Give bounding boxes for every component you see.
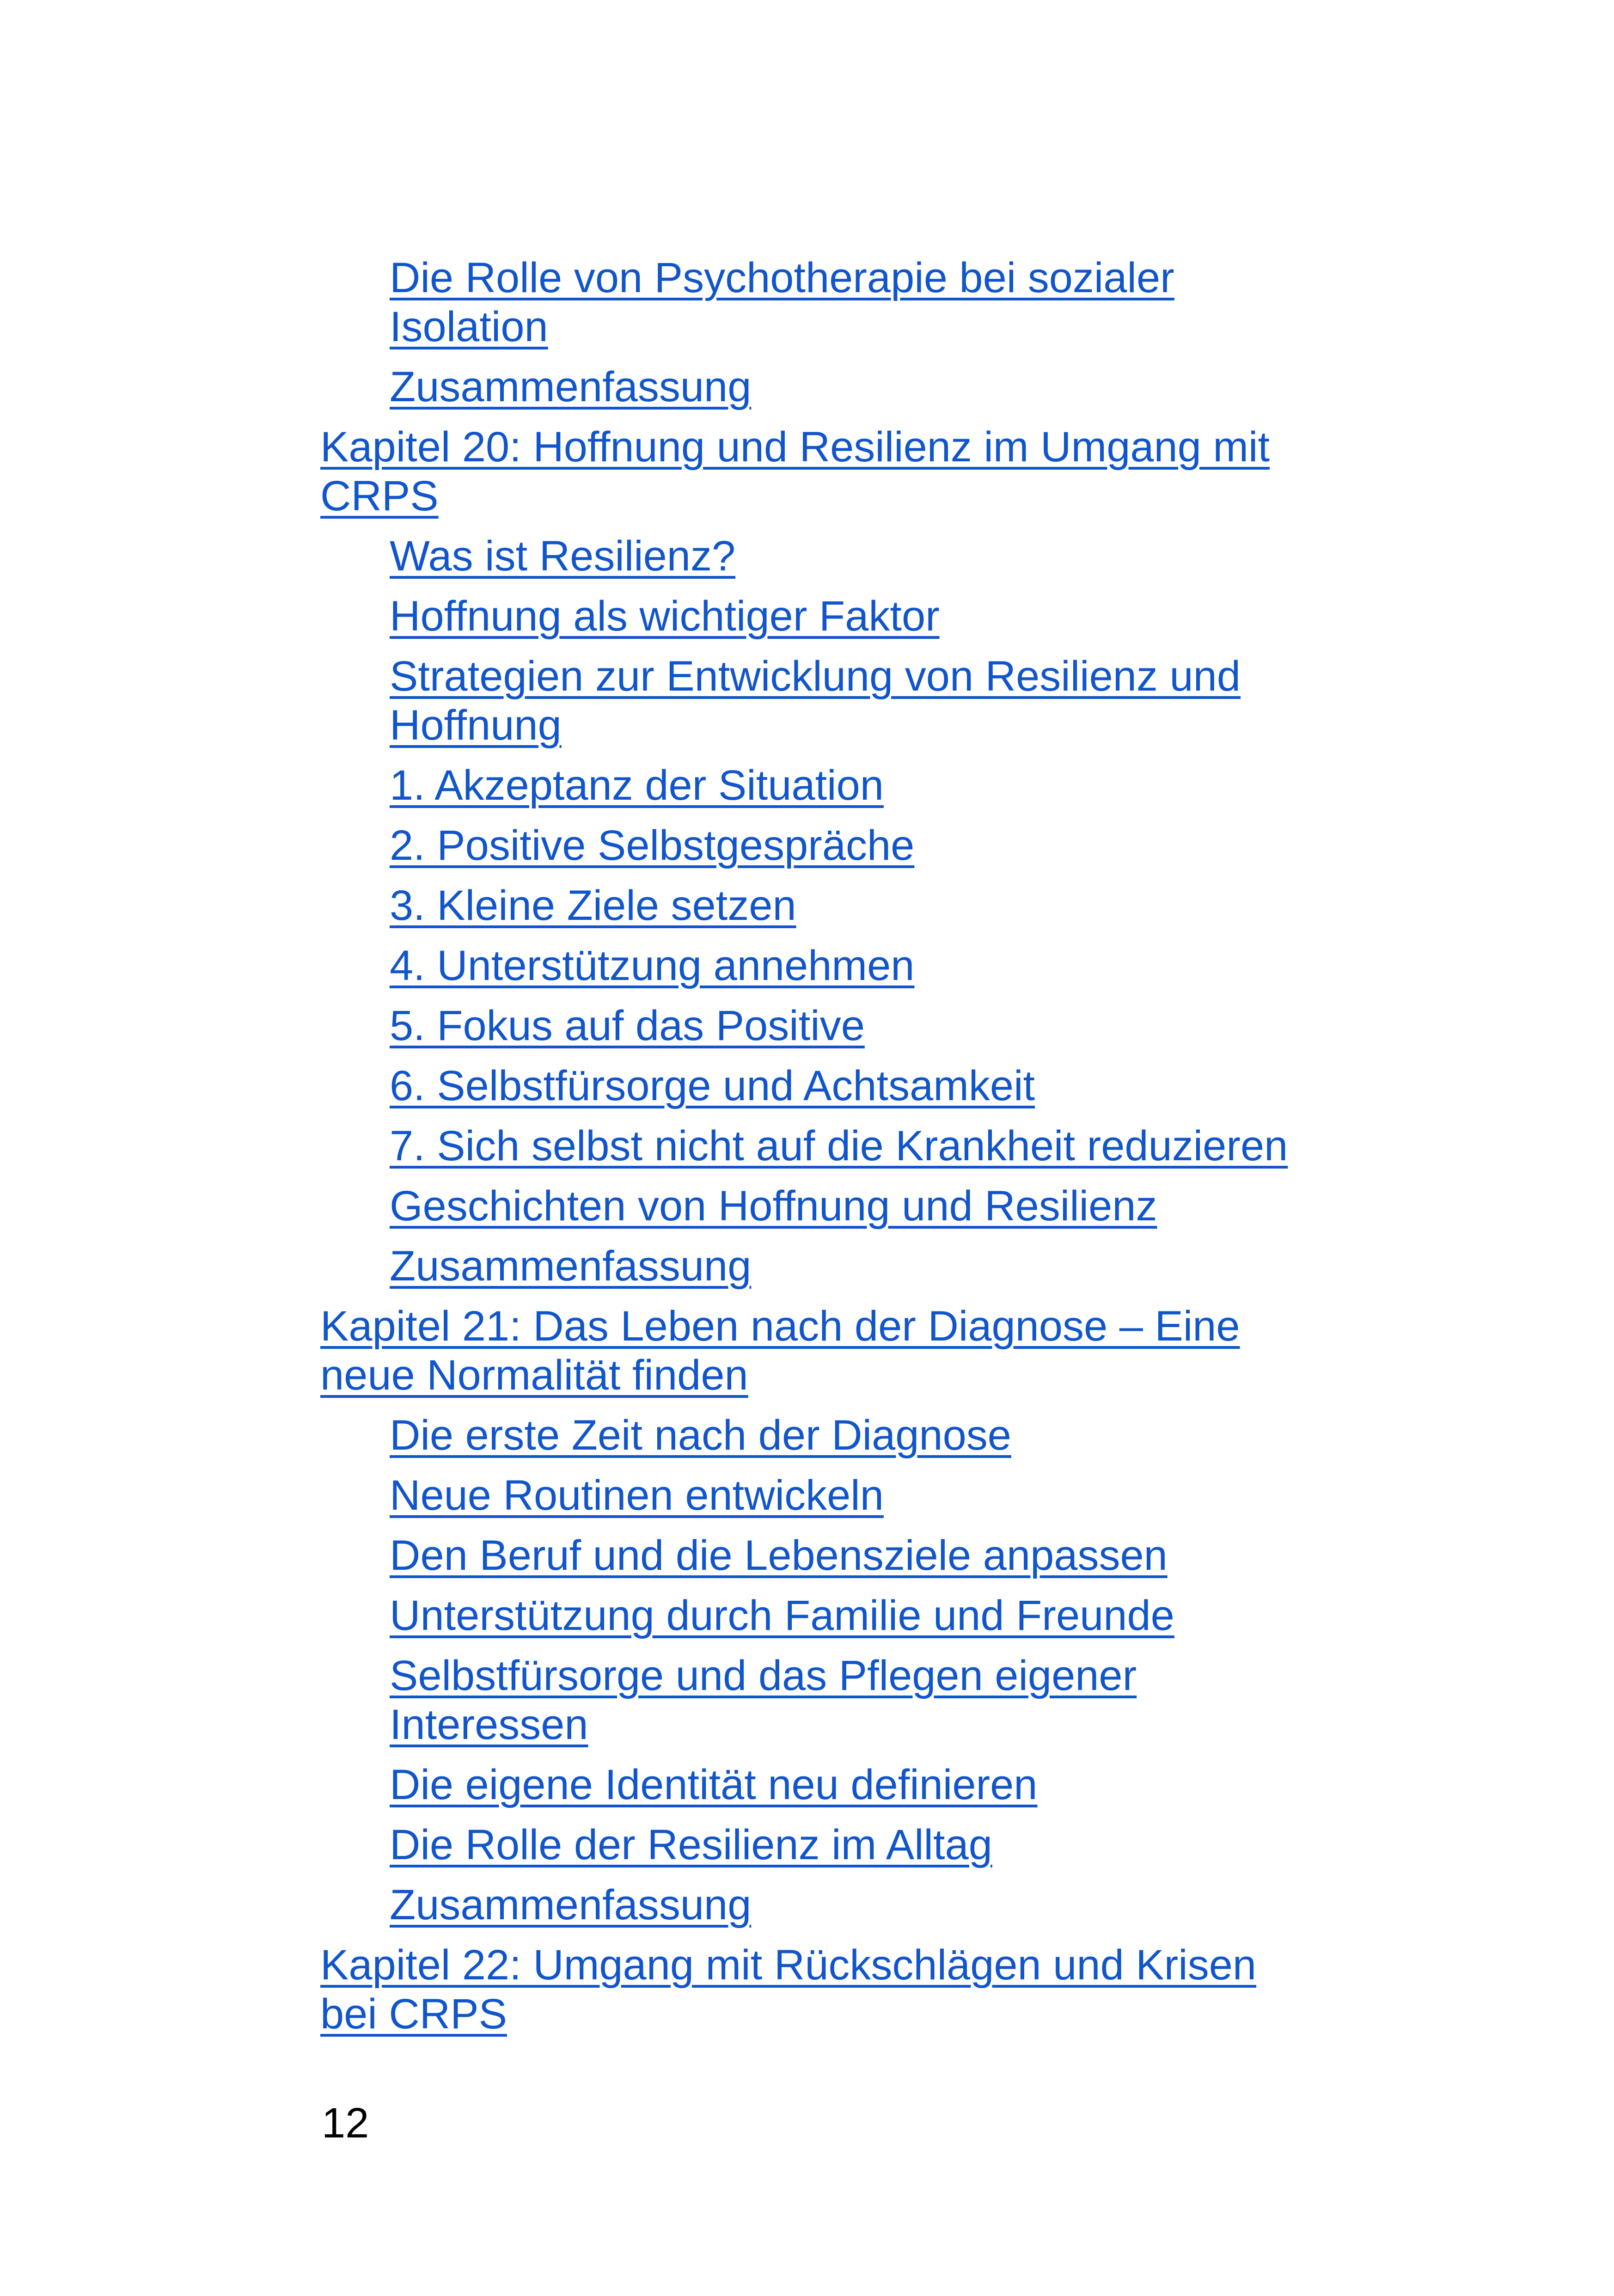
toc-entry-line: Die Rolle von Psychotherapie bei sozialer bbox=[390, 254, 1174, 301]
toc-chapter-link[interactable] bbox=[320, 1302, 1614, 1400]
toc-entry-line: Neue Routinen entwickeln bbox=[390, 1472, 884, 1519]
table-of-contents bbox=[0, 253, 1614, 2050]
toc-entry-line: 3. Kleine Ziele setzen bbox=[390, 882, 796, 929]
toc-entry-line: Hoffnung bbox=[390, 702, 562, 749]
toc-section-link[interactable] bbox=[390, 941, 1614, 990]
toc-section-link[interactable] bbox=[390, 1651, 1614, 1749]
toc-entry-line: Kapitel 20: Hoffnung und Resilienz im Umgang mit bbox=[320, 423, 1270, 471]
toc-section-link[interactable] bbox=[390, 362, 1614, 411]
toc-section-link[interactable] bbox=[390, 821, 1614, 870]
toc-entry-line: Den Beruf und die Lebensziele anpassen bbox=[390, 1532, 1168, 1579]
toc-section-link[interactable] bbox=[390, 1001, 1614, 1050]
toc-entry-line: CRPS bbox=[320, 472, 439, 520]
toc-section-link[interactable] bbox=[390, 1531, 1614, 1580]
toc-entry-line: Isolation bbox=[390, 303, 548, 350]
toc-section-link[interactable] bbox=[390, 1182, 1614, 1231]
toc-entry-line: 5. Fokus auf das Positive bbox=[390, 1002, 865, 1049]
toc-entry-line: Was ist Resilienz? bbox=[390, 533, 736, 580]
toc-entry-line: 2. Positive Selbstgespräche bbox=[390, 822, 915, 869]
toc-entry-line: bei CRPS bbox=[320, 1990, 507, 2038]
toc-entry-line: 1. Akzeptanz der Situation bbox=[390, 762, 884, 809]
toc-entry-line: Zusammenfassung bbox=[390, 1881, 752, 1929]
toc-chapter-link[interactable] bbox=[320, 422, 1614, 520]
toc-entry-line: Kapitel 22: Umgang mit Rückschlägen und Krisen bbox=[320, 1941, 1257, 1989]
toc-section-link[interactable] bbox=[390, 1760, 1614, 1809]
toc-entry-line: Die eigene Identität neu definieren bbox=[390, 1761, 1038, 1808]
toc-entry-line: Interessen bbox=[390, 1701, 588, 1748]
toc-entry-line: Unterstützung durch Familie und Freunde bbox=[390, 1592, 1174, 1639]
toc-entry-line: neue Normalität finden bbox=[320, 1352, 748, 1399]
toc-entry-line: Hoffnung als wichtiger Faktor bbox=[390, 593, 940, 640]
toc-entry-line: Strategien zur Entwicklung von Resilienz und bbox=[390, 653, 1241, 700]
toc-section-link[interactable] bbox=[390, 761, 1614, 810]
toc-entry-line: 6. Selbstfürsorge und Achtsamkeit bbox=[390, 1062, 1035, 1109]
toc-chapter-link[interactable] bbox=[320, 1941, 1614, 2039]
toc-section-link[interactable] bbox=[390, 1411, 1614, 1460]
toc-section-link[interactable] bbox=[390, 532, 1614, 581]
toc-section-link[interactable] bbox=[390, 1880, 1614, 1929]
page-number: 12 bbox=[322, 2100, 369, 2147]
toc-entry-line: Die Rolle der Resilienz im Alltag bbox=[390, 1821, 992, 1868]
toc-section-link[interactable] bbox=[390, 1121, 1614, 1170]
toc-entry-line: 4. Unterstützung annehmen bbox=[390, 942, 915, 989]
toc-section-link[interactable] bbox=[390, 1471, 1614, 1520]
toc-entry-line: Die erste Zeit nach der Diagnose bbox=[390, 1412, 1011, 1459]
toc-entry-line: Zusammenfassung bbox=[390, 1243, 752, 1290]
toc-section-link[interactable] bbox=[390, 652, 1614, 750]
toc-entry-line: Kapitel 21: Das Leben nach der Diagnose – Eine bbox=[320, 1303, 1240, 1350]
toc-section-link[interactable] bbox=[390, 1061, 1614, 1110]
toc-entry-line: Geschichten von Hoffnung und Resilienz bbox=[390, 1182, 1157, 1230]
toc-entry-line: Selbstfürsorge und das Pflegen eigener bbox=[390, 1652, 1137, 1699]
toc-section-link[interactable] bbox=[390, 1591, 1614, 1640]
toc-section-link[interactable] bbox=[390, 1820, 1614, 1869]
toc-section-link[interactable] bbox=[390, 592, 1614, 641]
toc-section-link[interactable] bbox=[390, 253, 1614, 351]
toc-section-link[interactable] bbox=[390, 881, 1614, 930]
toc-entry-line: Zusammenfassung bbox=[390, 363, 752, 410]
toc-section-link[interactable] bbox=[390, 1242, 1614, 1291]
toc-entry-line: 7. Sich selbst nicht auf die Krankheit reduzieren bbox=[390, 1122, 1288, 1169]
